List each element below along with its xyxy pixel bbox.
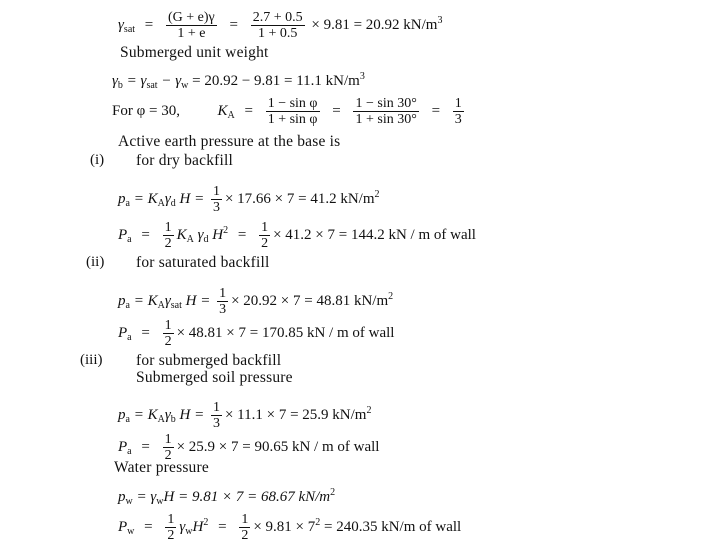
fraction [163, 318, 174, 349]
equals-sign: = [244, 102, 253, 119]
term: p [118, 292, 126, 309]
superscript: 2 [223, 224, 229, 236]
term: = K [129, 292, 158, 309]
result-text: × 48.81 × 7 = 170.85 kN / m of wall [176, 324, 395, 341]
term: H = [175, 406, 208, 423]
term: γ [164, 292, 171, 309]
superscript: 2 [203, 516, 209, 528]
result-text: × 9.81 = 20.92 kN/m [311, 16, 438, 33]
numerator: 1 − sin 30° [355, 96, 417, 111]
term: γ [164, 190, 171, 207]
denominator: 1 + 0.5 [257, 26, 298, 41]
subscript: a [127, 233, 132, 245]
equals-sign: = [141, 438, 150, 455]
subscript: A [157, 299, 165, 311]
water-force-equation [118, 512, 461, 543]
numerator: 1 [164, 318, 172, 333]
subscript: w [156, 496, 164, 507]
case-label-ii: (ii) [86, 254, 105, 270]
result-text: × 11.1 × 7 = 25.9 kN/m [224, 406, 367, 423]
numerator: 1 [261, 220, 269, 235]
term: P [118, 518, 128, 535]
subscript: a [127, 445, 132, 457]
fraction [163, 220, 174, 251]
dry-pressure-equation [118, 184, 380, 215]
denominator: 2 [164, 236, 172, 251]
fraction [251, 10, 305, 41]
fraction [166, 10, 217, 41]
superscript: 2 [374, 188, 380, 200]
subscript: sat [123, 23, 136, 35]
subscript: a [125, 413, 130, 425]
subscript: d [203, 233, 209, 245]
superscript: 2 [315, 516, 321, 528]
subscript: A [186, 233, 194, 245]
submerged-backfill-heading: for submerged backfill [136, 352, 282, 369]
term: H = 9.81 × 7 = 68.67 kN/m [163, 489, 331, 505]
subscript: w [185, 525, 193, 537]
gamma-symbol: γ [112, 73, 118, 89]
result-text: × 41.2 × 7 = 144.2 kN / m of wall [273, 226, 476, 243]
water-pressure-heading: Water pressure [114, 459, 209, 476]
denominator: 3 [212, 200, 220, 215]
numerator: 1 [219, 286, 227, 301]
subscript: b [170, 413, 176, 425]
fraction [211, 400, 222, 431]
denominator: 3 [212, 416, 220, 431]
ka-equation [112, 96, 467, 127]
denominator: 2 [164, 334, 172, 349]
equals-sign: = [141, 324, 150, 341]
term: γ [193, 226, 204, 243]
denominator: 2 [167, 528, 175, 543]
numerator: 1 [241, 512, 249, 527]
subscript: A [157, 197, 165, 209]
numerator [166, 10, 217, 26]
denominator: 3 [219, 302, 227, 317]
term: = γ [132, 489, 157, 505]
term: H = [181, 292, 215, 309]
denominator: 2 [164, 448, 172, 463]
denominator: 1 + sin 30° [355, 112, 417, 127]
numerator: 1 − sin φ [267, 96, 318, 111]
numerator: 1 [164, 432, 172, 447]
equals-sign: = [237, 226, 247, 243]
equals-sign: = [141, 226, 150, 243]
result-text: × 25.9 × 7 = 90.65 kN / m of wall [176, 438, 380, 455]
numerator-text: (G + e)γ [168, 10, 215, 25]
condition-text: For φ = 30, [112, 102, 180, 119]
subscript: a [125, 299, 130, 311]
equals-sign: = [144, 16, 154, 33]
subscript: w [125, 496, 133, 507]
equals-sign: = [332, 102, 341, 119]
submerged-pressure-equation [118, 400, 371, 431]
equals-sign: = [218, 518, 227, 535]
numerator: 1 [212, 184, 220, 199]
denominator: 2 [241, 528, 249, 543]
subscript: d [170, 197, 176, 209]
result-text: = 20.92 − 9.81 = 11.1 kN/m [188, 73, 360, 89]
case-label-iii: (iii) [80, 352, 103, 368]
denominator: 1 + sin φ [267, 112, 318, 127]
term: × 9.81 × 7 [253, 518, 316, 535]
active-pressure-heading: Active earth pressure at the base is [118, 133, 341, 150]
term: γ [164, 406, 171, 423]
denominator: 1 + e [177, 26, 206, 41]
dry-backfill-heading: for dry backfill [136, 152, 234, 169]
fraction [353, 96, 418, 127]
case-label-i: (i) [90, 152, 105, 168]
term: = K [129, 190, 158, 207]
result-text: × 17.66 × 7 = 41.2 kN/m [224, 190, 375, 207]
term: = K [129, 406, 158, 423]
fraction [453, 96, 464, 127]
subscript: A [227, 109, 235, 121]
dry-force-equation [118, 220, 476, 251]
numerator: 1 [454, 96, 462, 111]
water-pressure-equation [118, 484, 335, 511]
numerator: 1 [164, 220, 172, 235]
result-text: × 20.92 × 7 = 48.81 kN/m [231, 292, 389, 309]
fraction [165, 512, 176, 543]
fraction [266, 96, 320, 127]
term: p [118, 190, 126, 207]
fraction [211, 184, 222, 215]
denominator: 3 [454, 112, 462, 127]
equals-sign: = [431, 102, 441, 119]
submerged-unit-weight-equation [112, 68, 365, 95]
subscript: sat [146, 80, 158, 91]
subscript: b [117, 80, 123, 91]
subscript: w [181, 80, 189, 91]
superscript: 3 [359, 71, 365, 82]
fraction [259, 220, 270, 251]
term: H [192, 518, 204, 535]
saturated-pressure-equation [118, 286, 393, 317]
k-symbol: K [217, 102, 228, 119]
numerator: 1 [212, 400, 220, 415]
term: − γ [157, 73, 182, 89]
numerator: 2.7 + 0.5 [252, 10, 303, 25]
subscript: w [127, 525, 135, 537]
saturated-backfill-heading: for saturated backfill [136, 254, 270, 271]
subscript: A [157, 413, 165, 425]
term: p [118, 489, 126, 505]
term: P [118, 324, 128, 341]
result-text: = 240.35 kN/m of wall [320, 518, 462, 535]
term: H [208, 226, 224, 243]
fraction [239, 512, 250, 543]
subscript: a [127, 331, 132, 343]
superscript: 2 [330, 487, 336, 498]
equals-sign: = [144, 518, 153, 535]
term: p [118, 406, 126, 423]
fraction [217, 286, 228, 317]
term: H = [175, 190, 208, 207]
term: P [118, 438, 128, 455]
term: γ [179, 518, 186, 535]
term: K [176, 226, 187, 243]
saturated-unit-weight-equation [118, 10, 442, 41]
numerator: 1 [167, 512, 175, 527]
superscript: 3 [437, 14, 443, 26]
submerged-soil-pressure-heading: Submerged soil pressure [136, 369, 293, 386]
saturated-force-equation [118, 318, 394, 349]
term: P [118, 226, 128, 243]
gamma-symbol: γ [118, 16, 124, 33]
subscript: sat [170, 299, 182, 311]
equals-sign: = [229, 16, 238, 33]
superscript: 2 [388, 290, 394, 302]
term: = γ [122, 73, 147, 89]
subscript: a [125, 197, 130, 209]
submerged-unit-weight-heading: Submerged unit weight [120, 44, 269, 61]
superscript: 2 [366, 404, 372, 416]
denominator: 2 [261, 236, 269, 251]
